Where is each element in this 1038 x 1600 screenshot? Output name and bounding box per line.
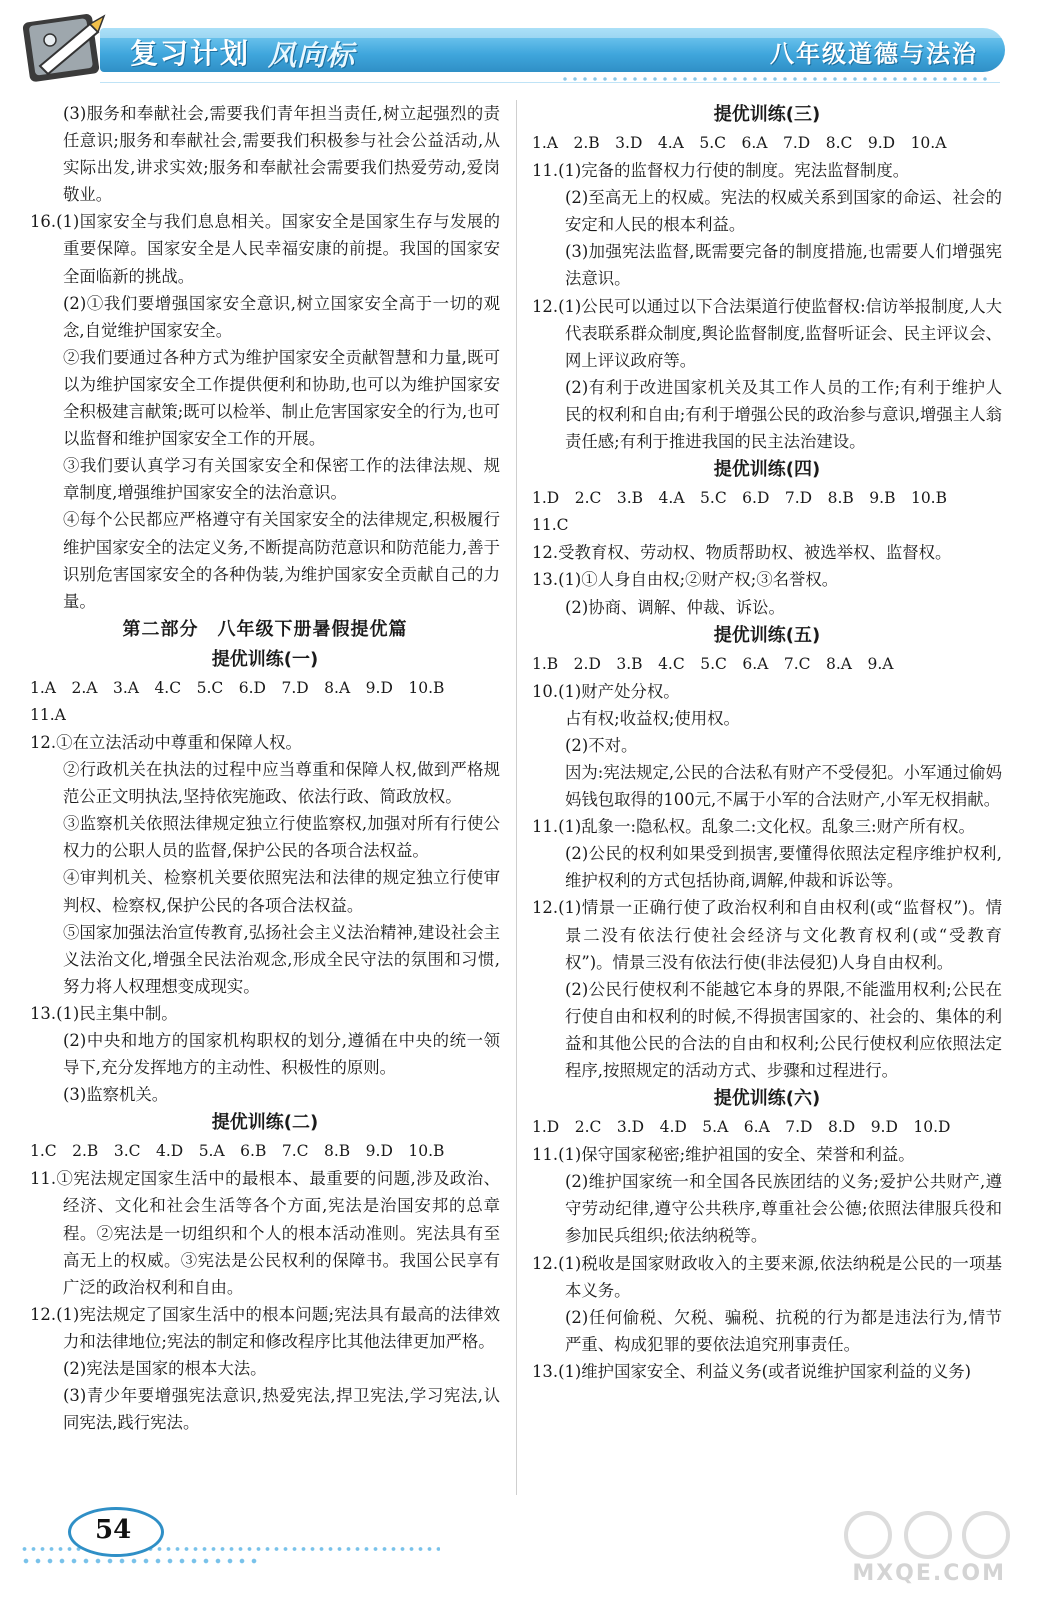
right-paragraph: 10.(1)财产处分权。 [532, 681, 680, 701]
right-paragraph: 11.(1)保守国家秘密;维护祖国的安全、荣誉和利益。 [532, 1145, 915, 1165]
right-heading: 提优训练(三) [713, 104, 821, 125]
left-paragraph: (2)中央和地方的国家机构职权的划分,遵循在中央的统一领导下,充分发挥地方的主动性、积极性的原则。 [63, 1031, 500, 1078]
right-heading: 提优训练(四) [713, 459, 821, 481]
left-paragraph: (2)宪法是国家的根本大法。 [63, 1359, 267, 1379]
left-answer-key: 1.A 2.A 3.A 4.C 5.C 6.D 7.D 8.A 9.D 10.B [30, 678, 445, 697]
right-paragraph: (2)公民行使权利不能越它本身的界限,不能滥用权利;公民在行使自由和权利的时候,不得损害国家的、社会的、集体的利益和其他公民的合法的自由和权利;公民行使权利应依照法定程序,按照规定的活动方式、步骤和过程进行。 [565, 979, 1002, 1080]
right-paragraph: (2)公民的权利如果受到损害,要懂得依照法定程序维护权利,维护权利的方式包括协商,调解,仲裁和诉讼等。 [565, 844, 1002, 891]
left-paragraph: ④每个公民都应严格遵守有关国家安全的法律规定,积极履行维护国家安全的法定义务,不断提高防范意识和防范能力,善于识别危害国家安全的各种伪装,为维护国家安全贡献自己的力量。 [63, 510, 500, 611]
right-paragraph: (2)任何偷税、欠税、骗税、抗税的行为都是违法行为,情节严重、构成犯罪的要依法追究刑事责任。 [565, 1307, 1002, 1354]
left-paragraph: ⑤国家加强法治宣传教育,弘扬社会主义法治精神,建设社会主义法治文化,增强全民法治观念,形成全民守法的氛围和习惯,努力将人权理想变成现实。 [63, 922, 500, 996]
right-paragraph: 11.(1)乱象一:隐私权。乱象二:文化权。乱象三:财产所有权。 [532, 817, 975, 837]
right-paragraph: 13.(1)①人身自由权;②财产权;③名誉权。 [532, 570, 839, 590]
brand-title: 复习计划 [130, 37, 251, 70]
right-answer-key: 1.B 2.D 3.B 4.C 5.C 6.A 7.C 8.A 9.A [532, 654, 894, 673]
left-paragraph: (3)青少年要增强宪法意识,热爱宪法,捍卫宪法,学习宪法,认同宪法,践行宪法。 [63, 1386, 500, 1433]
right-heading: 提优训练(五) [713, 624, 821, 646]
left-paragraph: ②行政机关在执法的过程中应当尊重和保障人权,做到严格规范公正文明执法,坚持依宪施政、依法行政、简政放权。 [63, 760, 500, 807]
right-paragraph: (2)维护国家统一和全国各民族团结的义务;爱护公共财产,遵守劳动纪律,遵守公共秩序,尊重社会公德;依照法律服兵役和参加民兵组织;依法纳税等。 [565, 1172, 1002, 1246]
right-paragraph: 因为:宪法规定,公民的合法私有财产不受侵犯。小军通过偷妈妈钱包取得的100元,不属于小军的合法财产,小军无权捐献。 [565, 762, 1002, 810]
left-paragraph: (3)服务和奉献社会,需要我们青年担当责任,树立起强烈的责任意识;服务和奉献社会,需要我们积极参与社会公益活动,从实际出发,讲求实效;服务和奉献社会需要我们热爱劳动,爱岗敬业。 [63, 104, 500, 205]
right-paragraph: 占有权;收益权;使用权。 [565, 708, 740, 728]
left-heading: 提优训练(一) [211, 648, 319, 670]
right-column [532, 100, 1002, 1385]
left-heading: 第二部分 八年级下册暑假提优篇 [122, 618, 408, 640]
right-paragraph: 11.(1)完备的监督权力行使的制度。宪法监督制度。 [532, 161, 910, 181]
left-paragraph: 13.(1)民主集中制。 [30, 1003, 178, 1023]
right-paragraph: (2)协商、调解、仲裁、诉讼。 [565, 597, 785, 617]
left-paragraph: 16.(1)国家安全与我们息息相关。国家安全是国家生存与发展的重要保障。国家安全是人民幸福安康的前提。我国的国家安全面临新的挑战。 [30, 212, 500, 286]
right-paragraph: 12.(1)情景一正确行使了政治权利和自由权利(或“监督权”)。情景二没有依法行使社会经济与文化教育权利(或“受教育权”)。情景三没有依法行使(非法侵犯)人身自由权利。 [532, 898, 1002, 972]
left-paragraph: 11.①宪法规定国家生活中的最根本、最重要的问题,涉及政治、经济、文化和社会生活等各个方面,宪法是治国安邦的总章程。②宪法是一切组织和个人的根本活动准则。宪法具有至高无上的权威。③宪法是公民权利的保障书。我国公民享有广泛的政治权利和自由。 [30, 1169, 500, 1297]
column-divider [516, 100, 517, 1495]
left-paragraph: ②我们要通过各种方式为维护国家安全贡献智慧和力量,既可以为维护国家安全工作提供便利和协助,也可以为维护国家安全积极建言献策;既可以检举、制止危害国家安全的行为,也可以监督和维护国家安全工作的开展。 [63, 347, 500, 449]
left-paragraph: ④审判机关、检察机关要依照宪法和法律的规定独立行使审判权、检察权,保护公民的各项合法权益。 [63, 868, 500, 915]
right-paragraph: (2)至高无上的权威。宪法的权威关系到国家的命运、社会的安定和人民的根本利益。 [565, 188, 1002, 235]
footer-dots-row-2 [20, 1557, 260, 1565]
right-paragraph: 13.(1)维护国家安全、利益义务(或者说维护国家利益的义务) [532, 1361, 972, 1381]
page-number: 54 [95, 1515, 132, 1545]
watermark-text: MXQE.COM [852, 1561, 1006, 1586]
left-heading: 提优训练(二) [211, 1112, 319, 1134]
right-heading: 提优训练(六) [713, 1088, 821, 1110]
left-paragraph: ③监察机关依照法律规定独立行使监察权,加强对所有行使公权力的公职人员的监督,保护公民的各项合法权益。 [63, 814, 500, 861]
left-column [30, 100, 500, 1436]
right-paragraph: 12.受教育权、劳动权、物质帮助权、被选举权、监督权。 [532, 543, 952, 563]
left-paragraph: 12.(1)宪法规定了国家生活中的根本问题;宪法具有最高的法律效力和法律地位;宪法的制定和修改程序比其他法律更加严格。 [30, 1304, 500, 1351]
left-paragraph: (2)①我们要增强国家安全意识,树立国家安全高于一切的观念,自觉维护国家安全。 [63, 293, 500, 340]
left-paragraph: (3)监察机关。 [63, 1085, 169, 1105]
right-paragraph: (3)加强宪法监督,既需要完备的制度措施,也需要人们增强宪法意识。 [565, 242, 1002, 289]
brand-subtitle: 风向标 [268, 39, 356, 72]
page-footer [0, 1505, 1038, 1600]
page-header [0, 0, 1038, 110]
right-answer-key: 1.D 2.C 3.B 4.A 5.C 6.D 7.D 8.B 9.B 10.B [532, 489, 948, 508]
right-answer-key: 11.C [532, 516, 569, 535]
right-paragraph: 12.(1)公民可以通过以下合法渠道行使监督权:信访举报制度,人大代表联系群众制度,舆论监督制度,监督听证会、民主评议会、网上评议政府等。 [532, 296, 1002, 370]
left-answer-key: 11.A [30, 705, 66, 724]
right-paragraph: (2)有利于改进国家机关及其工作人员的工作;有利于维护人民的权利和自由;有利于增强公民的政治参与意识,增强主人翁责任感;有利于推进我国的民主法治建设。 [565, 377, 1002, 452]
right-paragraph: 12.(1)税收是国家财政收入的主要来源,依法纳税是公民的一项基本义务。 [532, 1253, 1002, 1300]
header-rule [100, 82, 1000, 83]
left-paragraph: 12.①在立法活动中尊重和保障人权。 [30, 732, 302, 752]
left-paragraph: ③我们要认真学习有关国家安全和保密工作的法律法规、规章制度,增强维护国家安全的法治意识。 [63, 456, 500, 503]
book-logo-icon [20, 10, 116, 88]
subject-title: 八年级道德与法治 [770, 40, 978, 68]
right-answer-key: 1.A 2.B 3.D 4.A 5.C 6.A 7.D 8.C 9.D 10.A [532, 134, 947, 152]
right-answer-key: 1.D 2.C 3.D 4.D 5.A 6.A 7.D 8.D 9.D 10.D [532, 1118, 951, 1137]
left-answer-key: 1.C 2.B 3.C 4.D 5.A 6.B 7.C 8.B 9.D 10.B [30, 1142, 445, 1161]
right-paragraph: (2)不对。 [565, 735, 638, 755]
